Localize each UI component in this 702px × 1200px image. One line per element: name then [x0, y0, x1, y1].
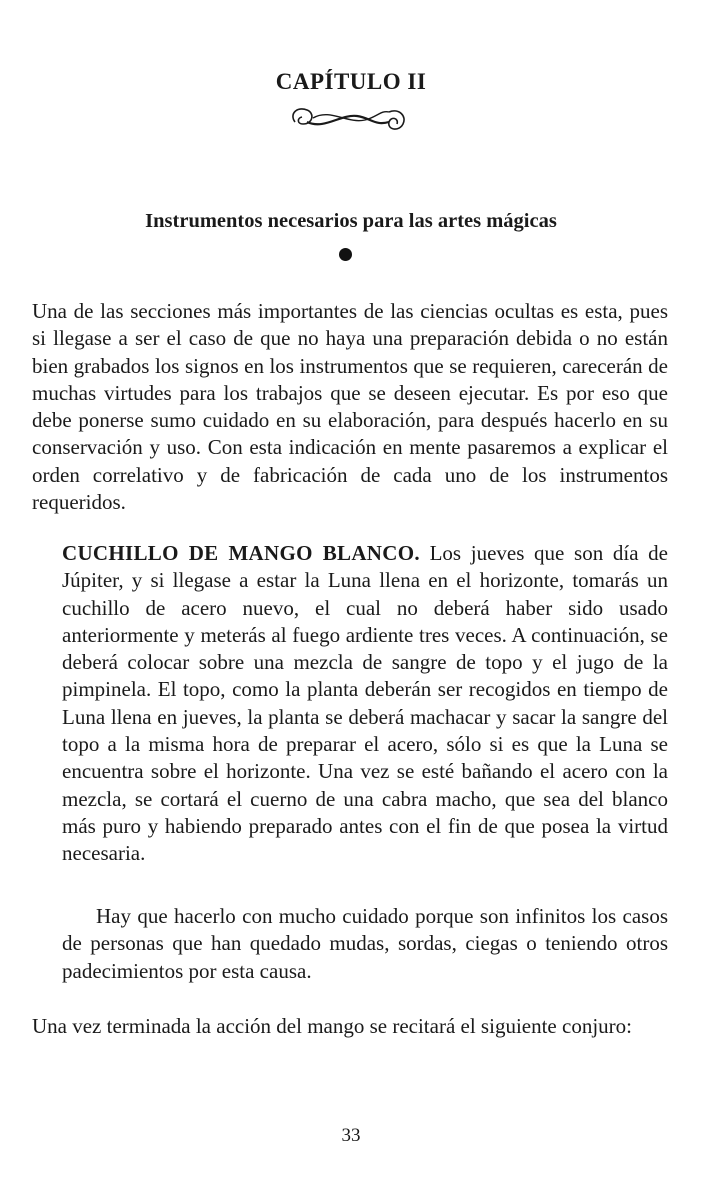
- warning-paragraph: Hay que hacerlo con mucho cuidado porque son infinitos los casos de personas que han quedado mudas, sordas, ciegas o teniendo otros padecimientos por esta causa.: [62, 904, 668, 983]
- section-title: Instrumentos necesarios para las artes mágicas: [145, 210, 557, 232]
- closing-paragraph: Una vez terminada la acción del mango se recitará el siguiente conjuro:: [32, 1014, 632, 1038]
- intro-paragraph: Una de las secciones más importantes de las ciencias ocultas es esta, pues si llegase a ser el caso de que no haya una preparación debida o no están bien grabados los signos en los instrumentos que se requieren, carecerán de muchas virtudes para los trabajos que se deseen ejecutar. Es por eso que debe ponerse sumo cuidado en su elaboración, para después hacerlo en su conservación y uso. Con esta indicación en mente pasaremos a explicar el orden correlativo y de fabricación de cada uno de los instrumentos requeridos.: [32, 299, 668, 515]
- chapter-title: CAPÍTULO II: [275, 69, 427, 95]
- section-bullet-icon: [339, 248, 352, 261]
- knife-term: CUCHILLO DE MANGO BLANCO.: [62, 541, 420, 565]
- page-number: 33: [341, 1125, 361, 1146]
- knife-paragraph: [62, 540, 668, 868]
- flourish-ornament-icon: [285, 100, 410, 138]
- knife-text: Los jueves que son día de Júpiter, y si llegase a estar la Luna llena en el horizonte, tomarás un cuchillo de acero nuevo, el cual no deberá haber sido usado anteriormente y meterás al fuego ardiente tres veces. A continuación, se deberá colocar sobre una mezcla de sangre de topo y el jugo de la pimpinela. El topo, como la planta deberán ser recogidos en tiempo de Luna llena en jueves, la planta se deberá machacar y sacar la sangre del topo a la misma hora de preparar el acero, sólo si es que la Luna se encuentra sobre el horizonte. Una vez se esté bañando el acero con la mezcla, se cortará el cuerno de una cabra macho, que sea del blanco más puro y habiendo preparado antes con el fin de que posea la virtud necesaria.: [62, 541, 668, 866]
